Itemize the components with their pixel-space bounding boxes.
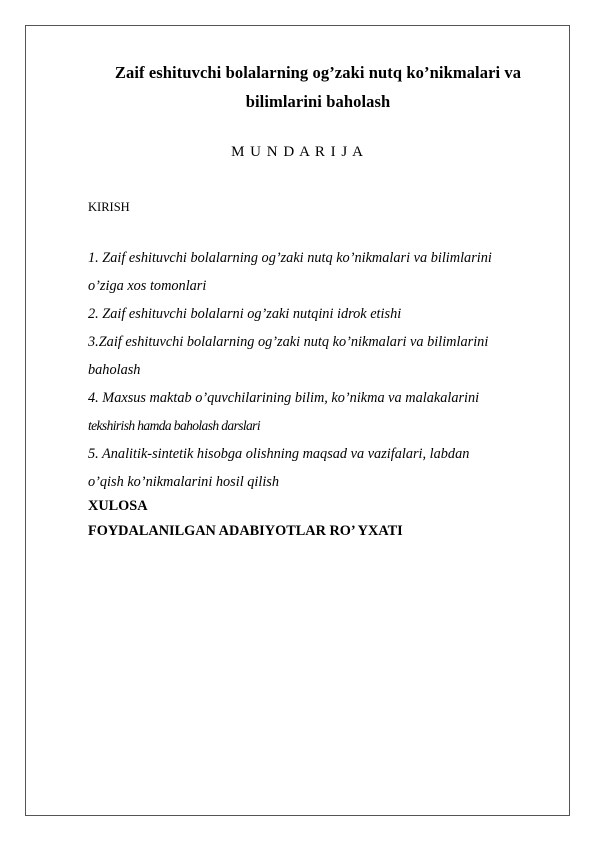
contents-heading: M U N D A R I J A: [231, 144, 364, 160]
toc-line: [88, 412, 548, 440]
table-of-contents: [88, 244, 548, 496]
conclusion-heading: XULOSA: [88, 498, 148, 514]
references-heading: FOYDALANILGAN ADABIYOTLAR RO’ YXATI: [88, 523, 403, 539]
intro-heading: KIRISH: [88, 200, 130, 214]
toc-line: o’qish ko’nikmalarini hosil qilish: [88, 474, 280, 490]
toc-line: o’ziga xos tomonlari: [88, 278, 207, 294]
toc-line: 2. Zaif eshituvchi bolalarni og’zaki nutqini idrok etishi: [88, 306, 402, 322]
toc-line-text: tekshirish hamda baholash darslari: [88, 418, 260, 433]
document-title: [60, 58, 576, 116]
toc-line: 3.Zaif eshituvchi bolalarning og’zaki nutq ko’nikmalari va bilimlarini: [88, 334, 489, 350]
title-line-2: bilimlarini baholash: [245, 92, 391, 111]
toc-line: baholash: [88, 362, 141, 378]
toc-line: 4. Maxsus maktab o’quvchilarining bilim, ko’nikma va malakalarini: [88, 390, 480, 406]
toc-line: 5. Analitik-sintetik hisobga olishning maqsad va vazifalari, labdan: [88, 446, 470, 462]
toc-line: 1. Zaif eshituvchi bolalarning og’zaki nutq ko’nikmalari va bilimlarini: [88, 250, 492, 266]
title-line-1: Zaif eshituvchi bolalarning og’zaki nutq ko’nikmalari va: [114, 63, 522, 82]
